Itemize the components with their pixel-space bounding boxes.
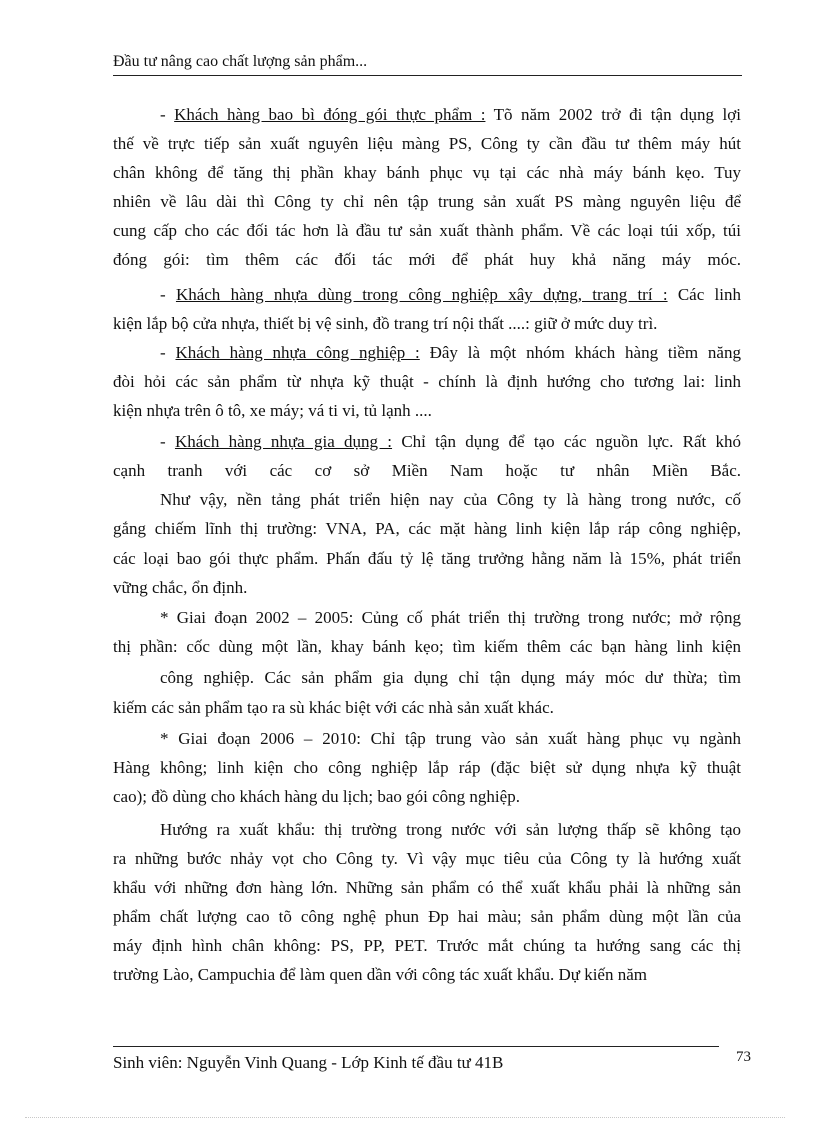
line-text: Tõ năm 2002 trở đi tận dụng lợi bbox=[485, 105, 741, 124]
paragraph-line: Hàng không; linh kiện cho công nghiệp lắp ráp (đặc biệt sử dụng nhựa kỹ thuật bbox=[113, 758, 741, 777]
dash: - bbox=[160, 105, 175, 124]
header-rule bbox=[113, 75, 742, 76]
paragraph-line: kiện lắp bộ cửa nhựa, thiết bị vệ sinh, đồ trang trí nội thất ....: giữ ở mức duy trì. bbox=[113, 314, 658, 333]
page-edge-dotted-line bbox=[25, 1117, 785, 1118]
paragraph-line: đòi hỏi các sản phẩm từ nhựa kỹ thuật - chính là định hướng cho tương lai: linh bbox=[113, 372, 741, 391]
paragraph-line bbox=[113, 103, 741, 127]
paragraph-line: trường Lào, Campuchia để làm quen dần với công tác xuất khẩu. Dự kiến năm bbox=[113, 965, 647, 984]
paragraph-line bbox=[113, 430, 741, 454]
paragraph-line bbox=[113, 341, 741, 365]
line-text: Các linh bbox=[667, 285, 741, 304]
paragraph-line: gắng chiếm lĩnh thị trường: VNA, PA, các mặt hàng linh kiện lắp ráp công nghiệp, bbox=[113, 519, 741, 538]
paragraph-line: đóng gói: tìm thêm các đối tác mới để phát huy khả năng máy móc. bbox=[113, 250, 741, 269]
paragraph-line: kiếm các sản phẩm tạo ra sù khác biệt với các nhà sản xuất khác. bbox=[113, 698, 554, 717]
line-text: Chỉ tận dụng để tạo các nguồn lực. Rất khó bbox=[392, 432, 741, 451]
paragraph-line: nhiên về lâu dài thì Công ty chỉ nên tập trung sản xuất PS màng nguyên liệu để bbox=[113, 192, 741, 211]
paragraph-line: thị phần: cốc dùng một lần, khay bánh kẹo; tìm kiếm thêm các bạn hàng linh kiện bbox=[113, 637, 741, 656]
paragraph-line bbox=[113, 283, 741, 307]
paragraph-line: * Giai đoạn 2006 – 2010: Chỉ tập trung vào sản xuất hàng phục vụ ngành bbox=[160, 729, 741, 748]
paragraph-line: Như vậy, nền tảng phát triển hiện nay của Công ty là hàng trong nước, cố bbox=[160, 490, 741, 509]
line-text: Đây là một nhóm khách hàng tiềm năng bbox=[419, 343, 741, 362]
dash: - bbox=[160, 343, 176, 362]
paragraph-line: ra những bước nhảy vọt cho Công ty. Vì vậy mục tiêu của Công ty là hướng xuất bbox=[113, 849, 741, 868]
paragraph-line: cao); đồ dùng cho khách hàng du lịch; bao gói công nghiệp. bbox=[113, 787, 520, 806]
paragraph-line: phẩm chất lượng cao tõ công nghệ phun Ðp hai màu; sản phẩm dùng một lần của bbox=[113, 907, 741, 926]
footer-rule bbox=[113, 1046, 719, 1047]
paragraph-line: Hướng ra xuất khẩu: thị trường trong nước với sản lượng thấp sẽ không tạo bbox=[160, 820, 741, 839]
paragraph-line: chân không để tăng thị phần khay bánh phục vụ tại các nhà máy bánh kẹo. Tuy bbox=[113, 163, 741, 182]
page-number: 73 bbox=[736, 1049, 751, 1065]
paragraph-line: kiện nhựa trên ô tô, xe máy; vá ti vi, tủ lạnh .... bbox=[113, 401, 432, 420]
paragraph-line: công nghiệp. Các sản phẩm gia dụng chỉ tận dụng máy móc dư thừa; tìm bbox=[160, 668, 741, 687]
page-header: Đầu tư nâng cao chất lượng sản phẩm... bbox=[113, 53, 368, 70]
paragraph-line: vững chắc, ổn định. bbox=[113, 578, 248, 597]
paragraph-line: cạnh tranh với các cơ sở Miền Nam hoặc tư nhân Miền Bắc. bbox=[113, 461, 741, 480]
paragraph-line: khẩu với những đơn hàng lớn. Những sản phẩm có thể xuất khẩu phải là những sản bbox=[113, 878, 741, 897]
dash: - bbox=[160, 432, 175, 451]
category-label: Khách hàng nhựa dùng trong công nghiệp xây dựng, trang trí : bbox=[175, 285, 668, 304]
footer-student-info: Sinh viên: Nguyễn Vinh Quang - Lớp Kinh tế đầu tư 41B bbox=[113, 1053, 504, 1072]
paragraph-line: các loại bao gói thực phẩm. Phấn đấu tỷ lệ tăng trưởng hằng năm là 15%, phát triển bbox=[113, 549, 741, 568]
paragraph-line: thế về trực tiếp sản xuất nguyên liệu màng PS, Công ty cần đầu tư thêm máy hút bbox=[113, 134, 741, 153]
dash: - bbox=[160, 285, 176, 304]
category-label: Khách hàng nhựa công nghiệp : bbox=[175, 343, 420, 362]
category-label: Khách hàng nhựa gia dụng : bbox=[174, 432, 393, 451]
category-label: Khách hàng bao bì đóng gói thực phẩm : bbox=[174, 105, 486, 124]
paragraph-line: * Giai đoạn 2002 – 2005: Củng cố phát triển thị trường trong nước; mở rộng bbox=[160, 608, 741, 627]
paragraph-line: máy định hình chân không: PS, PP, PET. Trước mắt chúng ta hướng sang các thị bbox=[113, 936, 741, 955]
paragraph-line: cung cấp cho các đối tác hơn là đầu tư sản xuất thành phẩm. Về các loại túi xốp, túi bbox=[113, 221, 741, 240]
